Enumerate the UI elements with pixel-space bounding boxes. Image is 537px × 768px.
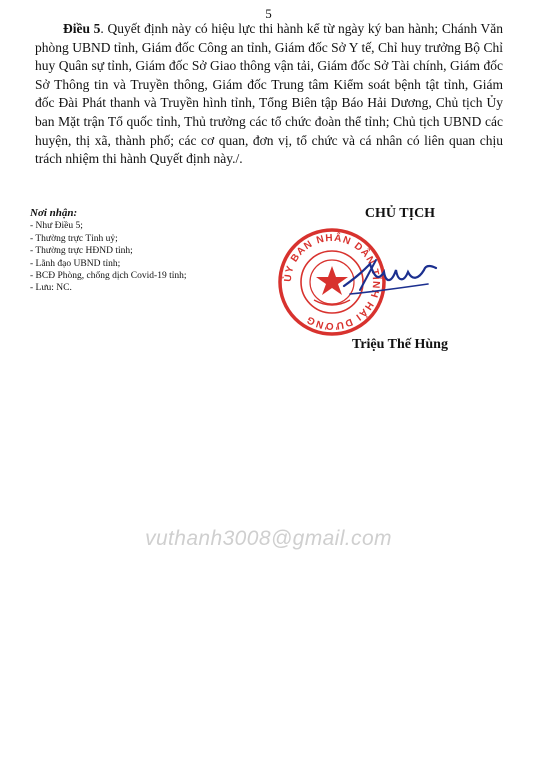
recipient-item: - Như Điều 5; bbox=[30, 221, 83, 232]
signature-icon bbox=[340, 246, 440, 306]
recipient-item: - Thường trực HĐND tỉnh; bbox=[30, 246, 133, 257]
recipients-block bbox=[30, 207, 270, 295]
recipient-item: - BCĐ Phòng, chống dịch Covid-19 tỉnh; bbox=[30, 271, 187, 282]
recipient-item: - Thường trực Tỉnh uỷ; bbox=[30, 233, 118, 244]
signatory-title: CHỦ TỊCH bbox=[364, 206, 436, 221]
handwritten-signature bbox=[340, 246, 440, 306]
signatory-name: Triệu Thế Hùng bbox=[352, 337, 448, 352]
page-number: 5 bbox=[265, 6, 272, 21]
recipients-title: Nơi nhận: bbox=[30, 207, 78, 219]
article-5 bbox=[35, 20, 503, 169]
article-label: Điều 5 bbox=[63, 21, 101, 36]
watermark-email: vuthanh3008@gmail.com bbox=[145, 527, 392, 550]
recipients-list bbox=[30, 220, 270, 294]
seal-text: ỦY BAN NHÂN DÂN TỈNH HẢI DƯƠNG bbox=[282, 232, 382, 332]
article-text: . Quyết định này có hiệu lực thi hành kể từ ngày ký ban hành; Chánh Văn phòng UBND tỉnh, Giám đốc Công an tỉnh, Giám đốc Sở Y tế, Chỉ huy trưởng Bộ Chỉ huy Quân sự tỉnh, Giám đốc Sở Giao thông vận tải, Giám đốc Sở Tài chính, Giám đốc Sở Thông tin và Truyền thông, Giám đốc Trung tâm Kiểm soát bệnh tật tỉnh, Giám đốc Đài Phát thanh và Truyền hình tỉnh, Tổng Biên tập Báo Hải Dương, Chủ tịch Ủy ban Mặt trận Tổ quốc tỉnh, Thủ trưởng các tổ chức đoàn thể tỉnh; Chủ tịch UBND các huyện, thị xã, thành phố; các cơ quan, đơn vị, tổ chức và cá nhân có liên quan chịu trách nhiệm thi hành Quyết định này./. bbox=[35, 21, 503, 167]
recipient-item: - Lãnh đạo UBND tỉnh; bbox=[30, 258, 121, 269]
recipient-item: - Lưu: NC. bbox=[30, 283, 72, 294]
